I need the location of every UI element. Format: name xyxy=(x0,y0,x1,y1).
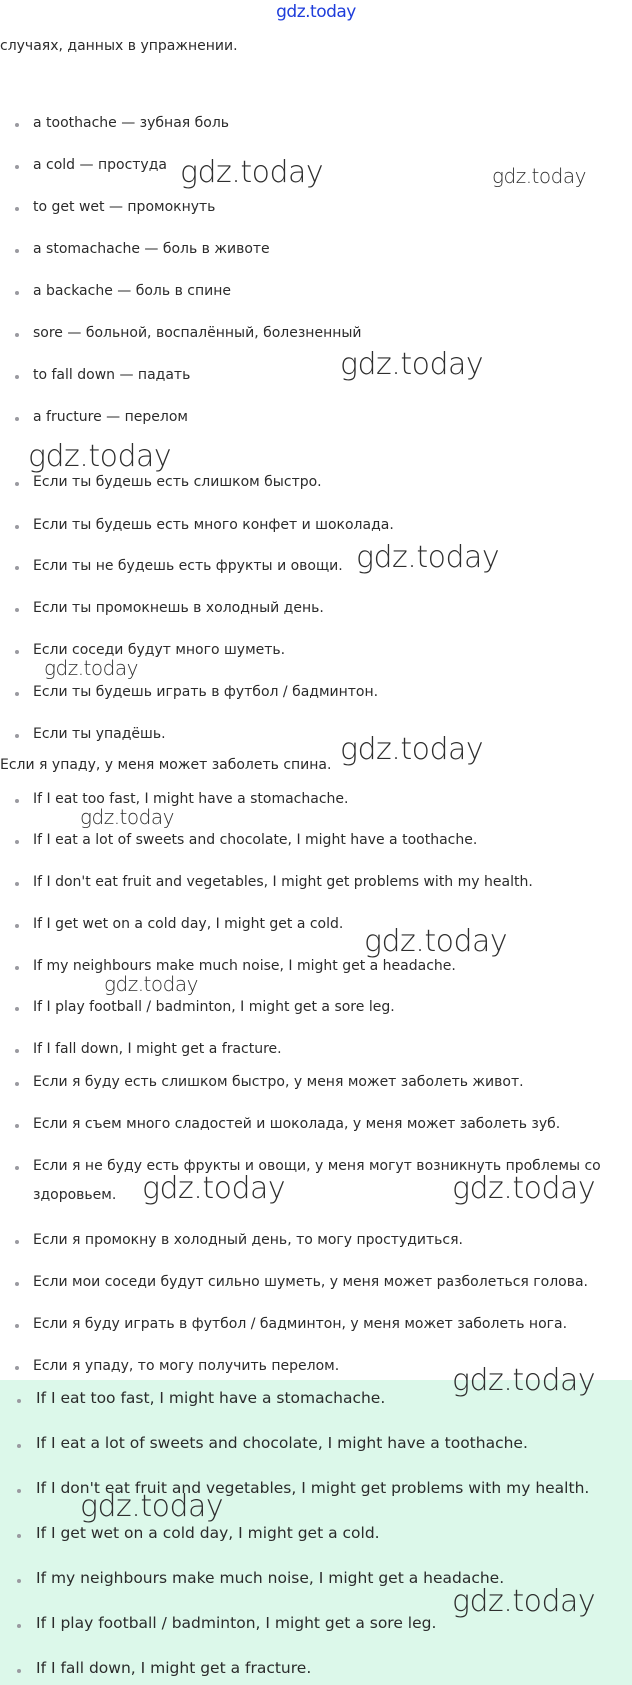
list-item: If I eat too fast, I might have a stomachache. xyxy=(36,1389,386,1407)
list-item: If I get wet on a cold day, I might get a cold. xyxy=(33,916,344,932)
list-item: If I eat too fast, I might have a stomachache. xyxy=(33,791,349,807)
watermark: gdz.today xyxy=(44,656,138,680)
list-item: If my neighbours make much noise, I might get a headache. xyxy=(33,958,456,974)
bullet xyxy=(15,966,19,970)
watermark: gdz.today xyxy=(104,972,198,996)
list-item: a backache — боль в спине xyxy=(33,283,231,299)
list-item: If I fall down, I might get a fracture. xyxy=(33,1041,282,1057)
site-header-logo[interactable]: gdz.today xyxy=(276,2,356,22)
watermark: gdz.today xyxy=(492,164,586,188)
highlighted-answer-block xyxy=(0,1380,632,1685)
list-item: Если ты будешь есть много конфет и шоколада. xyxy=(33,517,394,533)
bullet xyxy=(15,734,19,738)
list-item: Если ты будешь играть в футбол / бадминтон. xyxy=(33,684,379,700)
watermark: gdz.today xyxy=(340,732,484,767)
watermark: gdz.today xyxy=(28,439,172,474)
list-item: Если я буду играть в футбол / бадминтон, у меня может заболеть нога. xyxy=(33,1316,568,1332)
list-item: If I eat a lot of sweets and chocolate, I might have a toothache. xyxy=(36,1434,528,1452)
bullet xyxy=(15,123,19,127)
bullet xyxy=(15,799,19,803)
list-item: If I don't eat fruit and vegetables, I might get problems with my health. xyxy=(33,874,533,890)
watermark: gdz.today xyxy=(180,155,324,190)
watermark: gdz.today xyxy=(340,347,484,382)
bullet xyxy=(15,924,19,928)
watermark: gdz.today xyxy=(80,805,174,829)
list-item: a toothache — зубная боль xyxy=(33,115,230,131)
list-item: Если ты не будешь есть фрукты и овощи. xyxy=(33,558,343,574)
list-item: Если соседи будут много шуметь. xyxy=(33,642,286,658)
bullet xyxy=(17,1489,21,1493)
list-item: Если ты будешь есть слишком быстро. xyxy=(33,474,322,490)
bullet xyxy=(15,249,19,253)
list-item: Если я буду есть слишком быстро, у меня может заболеть живот. xyxy=(33,1074,524,1090)
bullet xyxy=(15,608,19,612)
bullet xyxy=(15,1324,19,1328)
bullet xyxy=(15,207,19,211)
list-item: If I get wet on a cold day, I might get a cold. xyxy=(36,1524,380,1542)
bullet xyxy=(15,482,19,486)
watermark: gdz.today xyxy=(452,1584,596,1619)
bullet xyxy=(15,650,19,654)
bullet xyxy=(15,1049,19,1053)
bullet xyxy=(15,291,19,295)
bullet xyxy=(17,1399,21,1403)
watermark: gdz.today xyxy=(364,924,508,959)
bullet xyxy=(17,1534,21,1538)
list-item: Если ты упадёшь. xyxy=(33,726,166,742)
bullet xyxy=(15,566,19,570)
bullet xyxy=(15,1007,19,1011)
bullet xyxy=(15,375,19,379)
watermark: gdz.today xyxy=(452,1363,596,1398)
bullet xyxy=(15,1166,19,1170)
list-item: Если я упаду, то могу получить перелом. xyxy=(33,1358,340,1374)
list-item: a cold — простуда xyxy=(33,157,167,173)
bullet xyxy=(17,1624,21,1628)
bullet xyxy=(15,1366,19,1370)
bullet xyxy=(15,1082,19,1086)
bullet xyxy=(15,525,19,529)
bullet xyxy=(15,417,19,421)
list-item: If I don't eat fruit and vegetables, I might get problems with my health. xyxy=(36,1479,590,1497)
list-item: to fall down — падать xyxy=(33,367,191,383)
intro-text: случаях, данных в упражнении. xyxy=(0,38,238,54)
list-item: a fructure — перелом xyxy=(33,409,188,425)
bullet xyxy=(17,1444,21,1448)
watermark: gdz.today xyxy=(356,540,500,575)
list-item: If I fall down, I might get a fracture. xyxy=(36,1659,312,1677)
list-item: Если ты промокнешь в холодный день. xyxy=(33,600,324,616)
list-item-continuation: здоровьем. xyxy=(33,1187,117,1203)
bullet xyxy=(15,165,19,169)
bullet xyxy=(17,1669,21,1673)
bullet xyxy=(15,840,19,844)
watermark: gdz.today xyxy=(142,1171,286,1206)
list-item: sore — больной, воспалённый, болезненный xyxy=(33,325,362,341)
list-item: to get wet — промокнуть xyxy=(33,199,216,215)
list-item: Если мои соседи будут сильно шуметь, у меня может разболеться голова. xyxy=(33,1274,589,1290)
watermark: gdz.today xyxy=(80,1489,224,1524)
list-item: If I play football / badminton, I might get a sore leg. xyxy=(33,999,395,1015)
bullet xyxy=(15,1282,19,1286)
list-item: If I play football / badminton, I might get a sore leg. xyxy=(36,1614,437,1632)
example-line: Если я упаду, у меня может заболеть спина. xyxy=(0,757,332,773)
bullet xyxy=(15,692,19,696)
list-item: Если я промокну в холодный день, то могу простудиться. xyxy=(33,1232,463,1248)
bullet xyxy=(17,1579,21,1583)
list-item: If my neighbours make much noise, I might get a headache. xyxy=(36,1569,505,1587)
list-item: If I eat a lot of sweets and chocolate, I might have a toothache. xyxy=(33,832,478,848)
list-item: a stomachache — боль в животе xyxy=(33,241,270,257)
list-item: Если я съем много сладостей и шоколада, у меня может заболеть зуб. xyxy=(33,1116,561,1132)
bullet xyxy=(15,1240,19,1244)
bullet xyxy=(15,882,19,886)
watermark: gdz.today xyxy=(452,1171,596,1206)
bullet xyxy=(15,1124,19,1128)
bullet xyxy=(15,333,19,337)
list-item: Если я не буду есть фрукты и овощи, у меня могут возникнуть проблемы со xyxy=(33,1158,601,1174)
